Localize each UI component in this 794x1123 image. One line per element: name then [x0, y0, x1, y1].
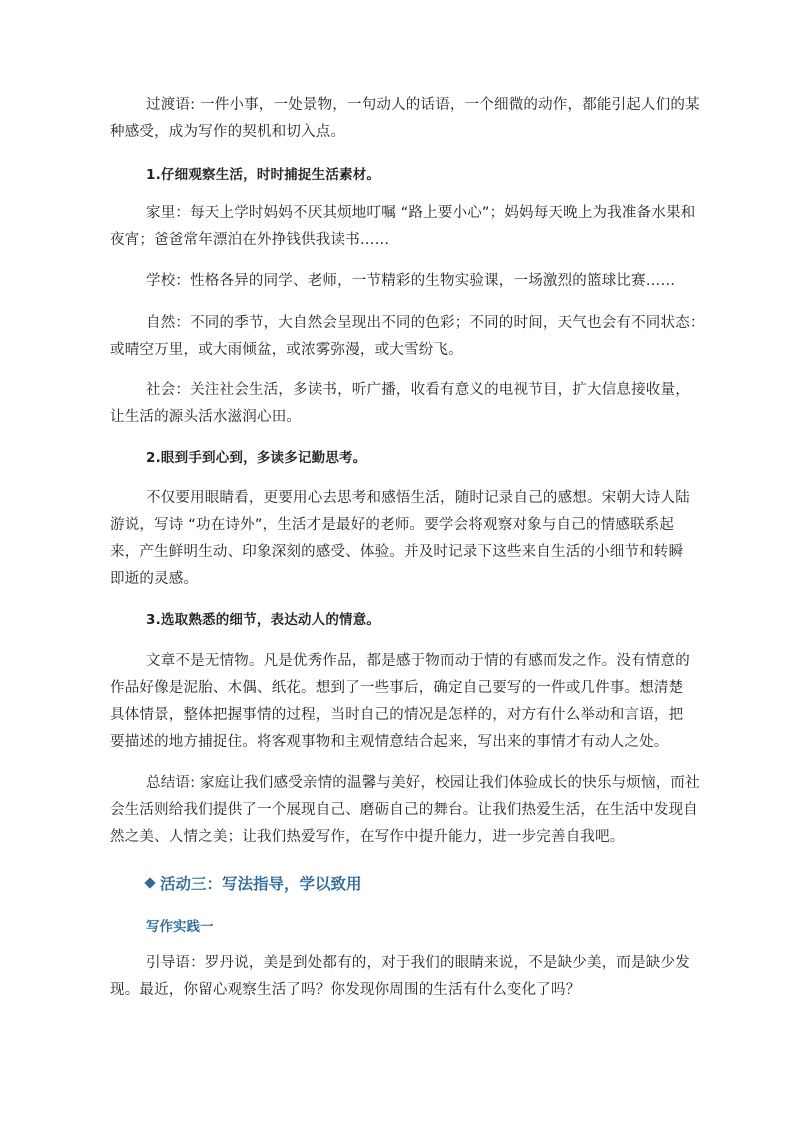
point1-home-paragraph: [110, 200, 696, 254]
point1-society-paragraph: [110, 377, 690, 431]
society-line-1: 社会：关注社会生活，多读书，听广播，收看有意义的电视节目，扩大信息接收量，: [146, 382, 690, 398]
activity3-heading: [146, 872, 362, 894]
point2-line-4: 即逝的灵感。: [110, 571, 199, 587]
point3-line-1: 文章不是无情物。凡是优秀作品，都是感于物而动于情的有感而发之作。没有情意的: [146, 653, 690, 669]
point1-heading-text: 1.仔细观察生活，时时捕捉生活素材。: [146, 167, 381, 183]
nature-line-2: 或晴空万里，或大雨倾盆，或浓雾弥漫，或大雪纷飞。: [110, 342, 463, 358]
nature-line-1: 自然：不同的季节，大自然会呈现出不同的色彩；不同的时间，天气也会有不同状态：: [146, 315, 705, 331]
point2-heading: [110, 445, 670, 472]
home-line-1: 家里：每天上学时妈妈不厌其烦地叮嘱 “路上要小心”；妈妈每天晚上为我准备水果和: [146, 205, 696, 221]
point3-heading: [110, 607, 670, 634]
point2-body-paragraph: [110, 485, 690, 593]
point1-school-paragraph: [110, 268, 676, 295]
point2-line-3: 来，产生鲜明生动、印象深刻的感受、体验。并及时记录下这些来自生活的小细节和转瞬: [110, 544, 684, 560]
point2-line-1: 不仅要用眼睛看，更要用心去思考和感悟生活，随时记录自己的感想。宋朝大诗人陆: [146, 490, 690, 506]
practice1-line-2: 现。最近，你留心观察生活了吗？你发现你周围的生活有什么变化了吗？: [110, 982, 581, 998]
point1-heading: [110, 162, 670, 189]
summary-line-2: 会生活则给我们提供了一个展现自己、磨砺自己的舞台。让我们热爱生活，在生活中发现自: [110, 802, 698, 818]
point3-line-3: 具体情景，整体把握事情的过程，当时自己的情况是怎样的，对方有什么举动和言语，把: [110, 707, 684, 723]
transition-line-2: 种感受，成为写作的契机和切入点。: [110, 124, 346, 140]
practice1-paragraph: [110, 950, 690, 1004]
practice1-line-1: 引导语：罗丹说，美是到处都有的，对于我们的眼睛来说，不是缺少美，而是缺少发: [146, 955, 690, 971]
point2-heading-text: 2.眼到手到心到，多读多记勤思考。: [146, 450, 367, 466]
summary-paragraph: [110, 770, 700, 851]
transition-paragraph: [110, 92, 700, 146]
point3-line-4: 要描述的地方捕捉住。将客观事物和主观情意结合起来，写出来的事情才有动人之处。: [110, 734, 669, 750]
society-line-2: 让生活的源头活水滋润心田。: [110, 409, 302, 425]
summary-line-1: 总结语: 家庭让我们感受亲情的温馨与美好，校园让我们体验成长的快乐与烦恼，而社: [146, 775, 700, 791]
home-line-2: 夜宵；爸爸常年漂泊在外挣钱供我读书……: [110, 232, 390, 248]
practice1-heading: 写作实践一: [146, 919, 214, 935]
activity3-title: 活动三：写法指导，学以致用: [160, 875, 362, 893]
diamond-bullet-icon: [144, 877, 155, 888]
point1-nature-paragraph: [110, 310, 705, 364]
school-line: 学校：性格各异的同学、老师，一节精彩的生物实验课，一场激烈的篮球比赛……: [146, 273, 676, 289]
summary-line-3: 然之美、人情之美；让我们热爱写作，在写作中提升能力，进一步完善自我吧。: [110, 829, 625, 845]
point3-heading-text: 3.选取熟悉的细节，表达动人的情意。: [146, 612, 381, 628]
point3-body-paragraph: [110, 648, 690, 756]
point2-line-2: 游说，写诗 “功在诗外”，生活才是最好的老师。要学会将观察对象与自己的情感联系起: [110, 517, 675, 533]
transition-line-1: 过渡语: 一件小事，一处景物，一句动人的话语，一个细微的动作，都能引起人们的某: [146, 97, 700, 113]
point3-line-2: 作品好像是泥胎、木偶、纸花。想到了一些事后，确定自己要写的一件或几件事。想清楚: [110, 680, 684, 696]
